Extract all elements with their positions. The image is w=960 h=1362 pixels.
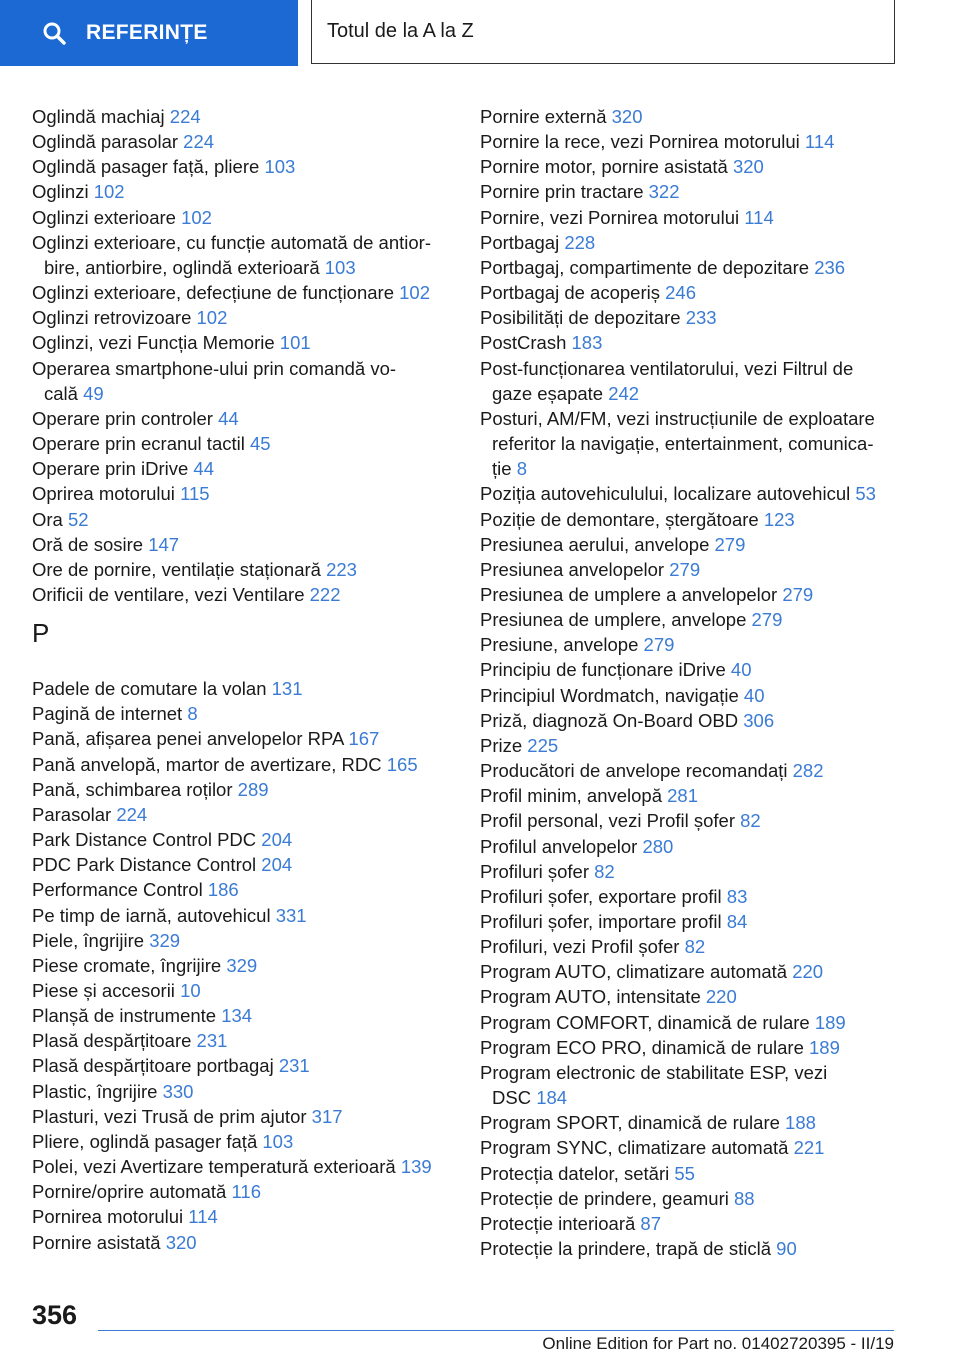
index-entry [32, 928, 452, 953]
page-reference-link[interactable]: 44 [193, 458, 214, 480]
page-number: 356 [32, 1300, 78, 1330]
index-entry-text: Oră de sosire [32, 533, 149, 555]
index-entry [480, 330, 900, 355]
page-reference-link[interactable]: 322 [648, 181, 680, 203]
index-entry-text: Ore de pornire, ventilație staționară [32, 558, 327, 580]
index-entry-text: Plastic, îngrijire [32, 1080, 163, 1102]
index-entry [480, 884, 900, 909]
index-entry [480, 708, 900, 733]
page-reference-link[interactable]: 123 [763, 508, 795, 530]
index-entry-text: Profiluri șofer, importare profil [480, 911, 727, 932]
page-reference-link[interactable]: 114 [744, 206, 774, 228]
page-reference-link[interactable]: 317 [311, 1105, 343, 1127]
page-reference-link[interactable]: 279 [782, 583, 814, 605]
index-entry [480, 154, 900, 179]
index-entry-text: Prize [480, 734, 528, 756]
page-reference-link[interactable]: 330 [162, 1080, 194, 1102]
index-entry-text: Program electronic de stabilitate ESP, vezi [480, 1061, 828, 1083]
index-entry-text: Profiluri șofer, exportare profil [480, 885, 727, 907]
index-entry-text: Oglindă parasolar [32, 131, 184, 153]
index-entry [32, 1154, 452, 1179]
index-entry-text: Profil minim, anvelopă [480, 785, 668, 807]
index-entry-text: Program SPORT, dinamică de rulare [480, 1112, 786, 1134]
page-reference-link[interactable]: 102 [399, 282, 431, 304]
index-entry-text: Post-funcționarea ventilatorului, vezi Filtrul de [480, 357, 854, 379]
index-entry-text: Presiunea aerului, anvelope [480, 533, 715, 555]
index-entry-text: Pană, schimbarea roților [32, 778, 238, 800]
page-reference-link[interactable]: 53 [855, 483, 876, 505]
page-reference-link[interactable]: 236 [814, 256, 846, 278]
index-entry-text: cală [44, 382, 84, 404]
page-reference-link[interactable]: 82 [740, 810, 761, 832]
index-entry [480, 305, 900, 330]
index-entry-text: Profil personal, vezi Profil șofer [480, 810, 741, 832]
index-entry-text: PostCrash [480, 332, 572, 354]
footer-edition-text: Online Edition for Part no. 01402720395 - II/19 [542, 1334, 894, 1353]
index-entry [480, 532, 900, 557]
page-reference-link[interactable]: 204 [261, 854, 293, 876]
page-reference-link[interactable]: 280 [642, 835, 674, 857]
page-reference-link[interactable]: 279 [714, 533, 746, 555]
index-entry [32, 802, 452, 827]
page-reference-link[interactable]: 10 [180, 980, 201, 1001]
index-entry [480, 683, 900, 708]
index-entry [32, 701, 452, 726]
index-entry [480, 280, 900, 305]
index-entry [32, 1053, 452, 1078]
page-reference-link[interactable]: 281 [667, 785, 699, 807]
index-entry [32, 481, 452, 506]
index-entry-text: Portbagaj, compartimente de depozitare [480, 256, 815, 278]
index-entry [480, 481, 900, 506]
page-reference-link[interactable]: 279 [643, 634, 675, 656]
page-reference-link[interactable]: 183 [571, 332, 603, 354]
index-entry [32, 532, 452, 557]
page-reference-link[interactable]: 186 [207, 879, 239, 901]
page-reference-link[interactable]: 101 [279, 332, 311, 354]
page-reference-link[interactable]: 331 [275, 904, 307, 926]
index-entry-text: Planșă de instrumente [32, 1005, 222, 1027]
index-entry [32, 230, 452, 280]
footer-divider [98, 1330, 894, 1331]
page-reference-link[interactable]: 103 [324, 256, 356, 278]
index-entry [32, 104, 452, 129]
index-entry-text: Ora [32, 508, 68, 530]
index-entry [32, 676, 452, 701]
index-entry-text: Program COMFORT, dinamică de rulare [480, 1011, 815, 1033]
page-reference-link[interactable]: 55 [674, 1162, 695, 1184]
index-entry-text: bire, antiorbire, oglindă exterioară [44, 256, 325, 278]
page-reference-link[interactable]: 114 [188, 1206, 218, 1228]
page-reference-link[interactable]: 52 [67, 508, 89, 530]
page-reference-link[interactable]: 222 [309, 583, 341, 605]
index-entry-text: Plasă despărțitoare [32, 1030, 197, 1052]
index-entry-text: Piese cromate, îngrijire [32, 954, 227, 976]
index-entry-text: Principiu de funcționare iDrive [480, 659, 731, 681]
index-entry-text: Pornire asistată [32, 1231, 166, 1253]
index-entry-text: Pană, afișarea penei anvelopelor RPA [32, 728, 349, 750]
index-entry [32, 852, 452, 877]
index-entry-text: PDC Park Distance Control [32, 854, 262, 876]
index-entry [32, 1003, 452, 1028]
index-entry [480, 1110, 900, 1135]
index-entry [32, 1204, 452, 1229]
index-entry [32, 406, 452, 431]
index-entry-text: Program AUTO, climatizare automată [480, 961, 793, 983]
index-entry-text: Pornirea motorului [32, 1206, 189, 1228]
page-reference-link[interactable]: 184 [536, 1087, 568, 1109]
index-entry [32, 1104, 452, 1129]
index-entry [32, 1079, 452, 1104]
references-tab-label: REFERINȚE [86, 21, 208, 44]
page-reference-link[interactable]: 233 [685, 307, 717, 329]
index-entry-text: Piele, îngrijire [32, 929, 150, 951]
page-reference-link[interactable]: 225 [527, 734, 559, 756]
page-reference-link[interactable]: 188 [785, 1112, 816, 1134]
index-entry [32, 827, 452, 852]
index-entry [32, 507, 452, 532]
index-entry [32, 582, 452, 607]
page-reference-link[interactable]: 189 [809, 1036, 840, 1058]
index-entry-text: Pornire, vezi Pornirea motorului [480, 206, 745, 228]
index-entry [32, 953, 452, 978]
index-entry-text: Profiluri șofer [480, 860, 595, 882]
page-reference-link[interactable]: 165 [386, 753, 418, 775]
index-entry-text: Operare prin iDrive [32, 458, 194, 480]
index-entry [32, 752, 452, 777]
index-entry [480, 1186, 900, 1211]
index-entry-text: Oglinzi exterioare, cu funcție automată de antior- [32, 231, 431, 253]
index-entry [32, 305, 452, 330]
index-entry [480, 356, 900, 406]
index-entry-text: Oglindă machiaj [32, 106, 170, 127]
index-entry-text: ție [492, 458, 517, 480]
page-reference-link[interactable]: 102 [181, 206, 212, 228]
index-entry-text: Polei, vezi Avertizare temperatură exterioară [32, 1156, 401, 1178]
page-reference-link[interactable]: 279 [751, 609, 783, 631]
page-reference-link[interactable]: 223 [326, 558, 357, 580]
index-entry-text: Pană anvelopă, martor de avertizare, RDC [32, 753, 387, 775]
index-entry [32, 978, 452, 1003]
page-reference-link[interactable]: 103 [264, 156, 296, 178]
index-entry-text: Presiunea de umplere a anvelopelor [480, 583, 783, 605]
index-entry-text: gaze eșapate [492, 382, 609, 404]
index-entry-text: Portbagaj de acoperiș [480, 282, 666, 304]
index-entry [32, 330, 452, 355]
index-entry-text: Pe timp de iarnă, autovehicul [32, 904, 276, 926]
page-reference-link[interactable]: 90 [776, 1238, 797, 1260]
index-entry [480, 783, 900, 808]
page-reference-link[interactable]: 45 [250, 433, 271, 455]
page-reference-link[interactable]: 103 [262, 1130, 294, 1152]
index-entry-text: Pagină de internet [32, 703, 188, 725]
index-entry-text: Program ECO PRO, dinamică de rulare [480, 1036, 810, 1058]
page-reference-link[interactable]: 329 [226, 954, 258, 976]
index-entry [32, 205, 452, 230]
page-reference-link[interactable]: 87 [640, 1212, 661, 1234]
page-reference-link[interactable]: 231 [196, 1030, 228, 1052]
index-entry-text: Posibilități de depozitare [480, 307, 686, 329]
index-entry [32, 179, 452, 204]
page-reference-link[interactable]: 220 [792, 961, 824, 983]
index-entry-text: Presiunea anvelopelor [480, 558, 670, 580]
page-reference-link[interactable]: 40 [730, 659, 752, 681]
index-entry [480, 959, 900, 984]
page-reference-link[interactable]: 131 [271, 678, 303, 700]
index-entry-text: Operare prin ecranul tactil [32, 433, 250, 455]
index-entry [32, 557, 452, 582]
index-entry-text: Parasolar [32, 803, 117, 825]
index-entry-text: Oglinzi [32, 181, 94, 203]
index-entry [480, 1211, 900, 1236]
index-entry-text: Poziția autovehiculului, localizare autovehicul [480, 483, 856, 505]
index-entry-text: Protecția datelor, setări [480, 1162, 675, 1184]
index-entry-text: Pornire prin tractare [480, 181, 649, 203]
index-entry [480, 808, 900, 833]
index-entry [480, 1161, 900, 1186]
index-entry [32, 280, 452, 305]
index-entry [32, 903, 452, 928]
section-title: Totul de la A la Z [327, 20, 474, 42]
index-entry [480, 1060, 900, 1110]
index-entry-text: Oglindă pasager față, pliere [32, 156, 265, 178]
index-entry [32, 1179, 452, 1204]
index-entry [480, 179, 900, 204]
index-entry-text: Park Distance Control PDC [32, 829, 262, 851]
page-reference-link[interactable]: 329 [149, 929, 181, 951]
index-entry-text: Oprirea motorului [32, 483, 181, 505]
page-reference-link[interactable]: 224 [169, 106, 201, 127]
index-entry [480, 657, 900, 682]
page-reference-link[interactable]: 147 [148, 533, 180, 555]
index-entry [480, 230, 900, 255]
page-reference-link[interactable]: 114 [804, 131, 835, 153]
index-entry-text: Orificii de ventilare, vezi Ventilare [32, 583, 310, 605]
index-entry [480, 1035, 900, 1060]
page-reference-link[interactable]: 289 [237, 778, 269, 800]
index-entry [480, 205, 900, 230]
index-entry [32, 1230, 452, 1255]
index-entry [480, 934, 900, 959]
page-reference-link[interactable]: 40 [743, 684, 765, 706]
index-entry-text: Plasă despărțitoare portbagaj [32, 1055, 279, 1077]
page-reference-link[interactable]: 102 [196, 307, 228, 329]
index-entry-text: Pornire externă [480, 106, 612, 127]
page-reference-link[interactable]: 8 [187, 703, 198, 725]
page-reference-link[interactable]: 8 [516, 458, 527, 480]
index-entry-text: Priză, diagnoză On-Board OBD [480, 709, 744, 731]
index-entry-text: Oglinzi exterioare [32, 206, 182, 228]
index-entry-text: Protecție interioară [480, 1212, 641, 1234]
index-entry [32, 877, 452, 902]
index-entry [480, 104, 900, 129]
page-reference-link[interactable]: 44 [218, 407, 239, 429]
index-entry [480, 557, 900, 582]
index-entry-text: referitor la navigație, entertainment, comunica- [492, 433, 874, 455]
index-entry [480, 733, 900, 758]
index-entry [480, 1135, 900, 1160]
index-entry-text: Oglinzi exterioare, defecțiune de funcționare [32, 282, 400, 304]
section-title-box [311, 0, 895, 64]
index-entry [480, 758, 900, 783]
index-entry-text: Performance Control [32, 879, 208, 901]
index-entry-text: Program SYNC, climatizare automată [480, 1137, 794, 1159]
page-reference-link[interactable]: 102 [93, 181, 125, 203]
index-entry [480, 632, 900, 657]
index-entry-text: Profilul anvelopelor [480, 835, 643, 857]
page-reference-link[interactable]: 82 [684, 936, 706, 958]
page-reference-link[interactable]: 228 [564, 231, 596, 253]
index-entry [480, 859, 900, 884]
index-entry-text: Oglinzi, vezi Funcția Memorie [32, 332, 280, 354]
index-entry [32, 726, 452, 751]
page-reference-link[interactable]: 320 [611, 106, 643, 127]
index-entry [32, 456, 452, 481]
page-reference-link[interactable]: 220 [705, 986, 737, 1008]
index-entry-text: Piese și accesorii [32, 980, 181, 1001]
index-entry-text: Presiunea de umplere, anvelope [480, 609, 752, 631]
page-reference-link[interactable]: 139 [400, 1156, 432, 1178]
index-entry [32, 431, 452, 456]
index-entry [480, 1236, 900, 1261]
index-entry [480, 507, 900, 532]
index-entry [480, 984, 900, 1009]
page-reference-link[interactable]: 167 [348, 728, 380, 750]
page-reference-link[interactable]: 242 [608, 382, 640, 404]
index-entry [480, 255, 900, 280]
index-entry-text: Posturi, AM/FM, vezi instrucțiunile de exploatare [480, 407, 875, 429]
page-reference-link[interactable]: 83 [726, 885, 748, 907]
index-entry [32, 777, 452, 802]
section-letter: P [32, 618, 50, 649]
index-entry-text: Pliere, oglindă pasager față [32, 1130, 263, 1152]
index-entry-text: Protecție de prindere, geamuri [480, 1187, 734, 1209]
index-entry-text: Principiul Wordmatch, navigație [480, 684, 744, 706]
index-entry-text: Pornire la rece, vezi Pornirea motorului [480, 131, 805, 153]
index-entry-text: Presiune, anvelope [480, 634, 644, 656]
index-entry-text: Profiluri, vezi Profil șofer [480, 936, 685, 958]
page-reference-link[interactable]: 115 [180, 483, 210, 505]
page-reference-link[interactable]: 204 [261, 829, 293, 851]
index-entry [480, 406, 900, 481]
page-reference-link[interactable]: 224 [116, 803, 148, 825]
page-reference-link[interactable]: 306 [743, 709, 775, 731]
index-entry [32, 129, 452, 154]
search-icon [42, 21, 66, 45]
index-entry [480, 582, 900, 607]
index-entry-text: Oglinzi retrovizoare [32, 307, 197, 329]
index-entry-text: Program AUTO, intensitate [480, 986, 706, 1008]
index-entry [480, 1010, 900, 1035]
page-reference-link[interactable]: 320 [165, 1231, 197, 1253]
index-entry-text: Operarea smartphone-ului prin comandă vo- [32, 357, 397, 379]
index-entry [480, 909, 900, 934]
index-entry-text: Poziție de demontare, ștergătoare [480, 508, 764, 530]
index-entry-text: Plasturi, vezi Trusă de prim ajutor [32, 1105, 312, 1127]
page-reference-link[interactable]: 116 [231, 1181, 261, 1203]
page-reference-link[interactable]: 134 [221, 1005, 253, 1027]
index-entry-text: Protecție la prindere, trapă de sticlă [480, 1238, 777, 1260]
index-entry-text: Pornire/oprire automată [32, 1181, 232, 1203]
page-reference-link[interactable]: 224 [183, 131, 215, 153]
index-entry [480, 834, 900, 859]
page-reference-link[interactable]: 88 [734, 1187, 755, 1209]
index-entry [32, 1129, 452, 1154]
index-entry-text: Pornire motor, pornire asistată [480, 156, 733, 178]
references-tab[interactable] [0, 0, 298, 66]
page-reference-link[interactable]: 49 [83, 382, 104, 404]
index-entry [32, 356, 452, 406]
index-entry-text: Portbagaj [480, 231, 565, 253]
page-reference-link[interactable]: 246 [665, 282, 696, 304]
index-column-right [480, 104, 900, 1261]
index-entry-text: Padele de comutare la volan [32, 678, 272, 700]
page-reference-link[interactable]: 279 [669, 558, 701, 580]
page-reference-link[interactable]: 84 [726, 911, 748, 932]
page-reference-link[interactable]: 320 [732, 156, 764, 178]
index-entry [480, 129, 900, 154]
index-entry [32, 154, 452, 179]
index-entry-text: Operare prin controler [32, 407, 219, 429]
index-entry-text: Producători de anvelope recomandați [480, 760, 793, 782]
page-reference-link[interactable]: 82 [594, 860, 615, 882]
page-reference-link[interactable]: 221 [793, 1137, 825, 1159]
index-entry-text: DSC [492, 1087, 537, 1109]
index-entry [480, 607, 900, 632]
page-reference-link[interactable]: 231 [278, 1055, 310, 1077]
index-entry [32, 1028, 452, 1053]
page-reference-link[interactable]: 189 [814, 1011, 846, 1033]
page-reference-link[interactable]: 282 [792, 760, 824, 782]
index-column-left [32, 104, 452, 1255]
